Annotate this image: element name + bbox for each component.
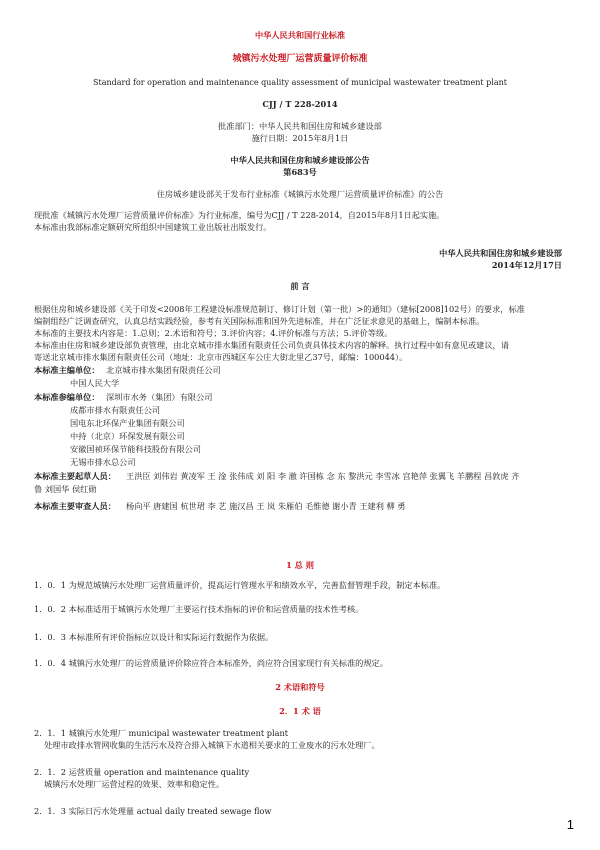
participant-unit: 成都市排水有限责任公司 [70,405,161,415]
term-2-1-3-title: 2．1．3 实际日污水处理量 actual daily treated sewage flow [34,806,272,816]
participant-unit: 深圳市水务（集团）有限公司 [106,392,213,402]
participant-unit: 中持（北京）环保发展有限公司 [70,431,185,441]
document-title: 城镇污水处理厂运营质量评价标准 [232,54,368,64]
foreword-paragraph-1-line-2: 编制组经广泛调查研究，认真总结实践经验，参考有关国际标准和国外先进标准，并在广泛征求意见的基础上，编制本标准。 [34,316,485,326]
participant-unit: 无锡市排水总公司 [70,457,136,467]
foreword-paragraph-3-line-2: 寄送北京城市排水集团有限责任公司（地址：北京市西城区车公庄大街北里乙37号，邮编：100044）。 [34,352,408,362]
effective-date: 施行日期：2015年8月1日 [251,133,349,143]
clause-1-0-2: 1．0．2 本标准适用于城镇污水处理厂主要运行技术指标的评价和运营质量的技术性考核。 [34,604,364,614]
clause-1-0-3: 1．0．3 本标准所有评价指标应以设计和实际运行数据作为依据。 [34,632,274,642]
chapter-1-heading: 1 总 则 [286,560,314,570]
clause-1-0-4: 1．0．4 城镇污水处理厂的运营质量评价除应符合本标准外，尚应符合国家现行有关标准的规定。 [34,658,388,668]
chief-unit: 中国人民大学 [70,378,120,388]
clause-1-0-1: 1．0．1 为规范城镇污水处理厂运营质量评价，提高运行管理水平和绩效水平，完善监督管理手段，制定本标准。 [34,580,446,590]
participant-unit: 安徽国祯环保节能科技股份有限公司 [70,444,202,454]
participant-unit: 国电东北环保产业集团有限公司 [70,418,185,428]
announcement-paragraph-2: 本标准由我部标准定额研究所组织中国建筑工业出版社出版发行。 [34,222,272,232]
approver: 批准部门：中华人民共和国住房和城乡建设部 [218,121,382,131]
chief-unit: 北京城市排水集团有限责任公司 [106,365,221,375]
participant-units-label: 本标准参编单位： [34,392,100,402]
foreword-paragraph-2: 本标准的主要技术内容是：1.总则；2.术语和符号；3.评价内容；4.评价标准与方法；5.评价等级。 [34,328,393,338]
drafters-label: 本标准主要起草人员： [34,471,116,481]
announcement-date: 2014年12月17日 [491,260,562,270]
foreword-heading: 前 言 [290,281,310,291]
term-2-1-2-definition: 城镇污水处理厂运营过程的效果、效率和稳定性。 [44,779,225,789]
english-title: Standard for operation and maintenance quality assessment of municipal wastewater treatment plant [93,78,507,87]
drafters-line-2: 鲁 刘国华 侯红勋 [34,484,97,494]
announcement-signer: 中华人民共和国住房和城乡建设部 [439,248,562,258]
section-2-1-heading: 2．1 术 语 [279,706,321,716]
announcement-paragraph-1: 现批准《城镇污水处理厂运营质量评价标准》为行业标准，编号为CJJ / T 228-2014，自2015年8月1日起实施。 [34,210,445,220]
drafters-line-1: 王洪臣 刘伟岩 黄凌军 王 淦 张伟成 刘 阳 李 澈 许国栋 念 东 黎洪元 李雪冰 宫艳萍 张翼飞 羊鹏程 昌敦虎 齐 [126,471,520,481]
reviewers-label: 本标准主要审查人员： [34,501,116,511]
foreword-paragraph-1-line-1: 根据住房和城乡建设部《关于印发<2008年工程建设标准规范制订、修订计划（第一批）>的通知》（建标[2008]102号）的要求，标准 [34,304,525,314]
chapter-2-heading: 2 术语和符号 [275,682,325,692]
announcement-subject: 住房城乡建设部关于发布行业标准《城镇污水处理厂运营质量评价标准》的公告 [156,189,444,199]
announcement-issuer: 中华人民共和国住房和城乡建设部公告 [230,155,370,165]
foreword-paragraph-3-line-1: 本标准由住房和城乡建设部负责管理，由北京城市排水集团有限责任公司负责具体技术内容的解释。执行过程中如有意见或建议，请 [34,340,509,350]
industry-standard-label: 中华人民共和国行业标准 [254,30,346,40]
page-number: 1 [566,817,574,832]
term-2-1-2-title: 2．1．2 运营质量 operation and maintenance quality [34,767,250,777]
term-2-1-1-definition: 处理市政排水管网收集的生活污水及符合排入城镇下水道相关要求的工业废水的污水处理厂。 [44,740,380,750]
standard-code: CJJ / T 228-2014 [262,99,338,109]
term-2-1-1-title: 2．1．1 城镇污水处理厂 municipal wastewater treatment plant [34,728,289,738]
announcement-number: 第683号 [283,167,317,177]
chief-units-label: 本标准主编单位： [34,365,100,375]
reviewers-list: 杨向平 唐建国 杭世珺 李 艺 施汉昌 王 岚 朱雁伯 毛惟德 谢小青 王建利 柳 勇 [126,501,406,511]
